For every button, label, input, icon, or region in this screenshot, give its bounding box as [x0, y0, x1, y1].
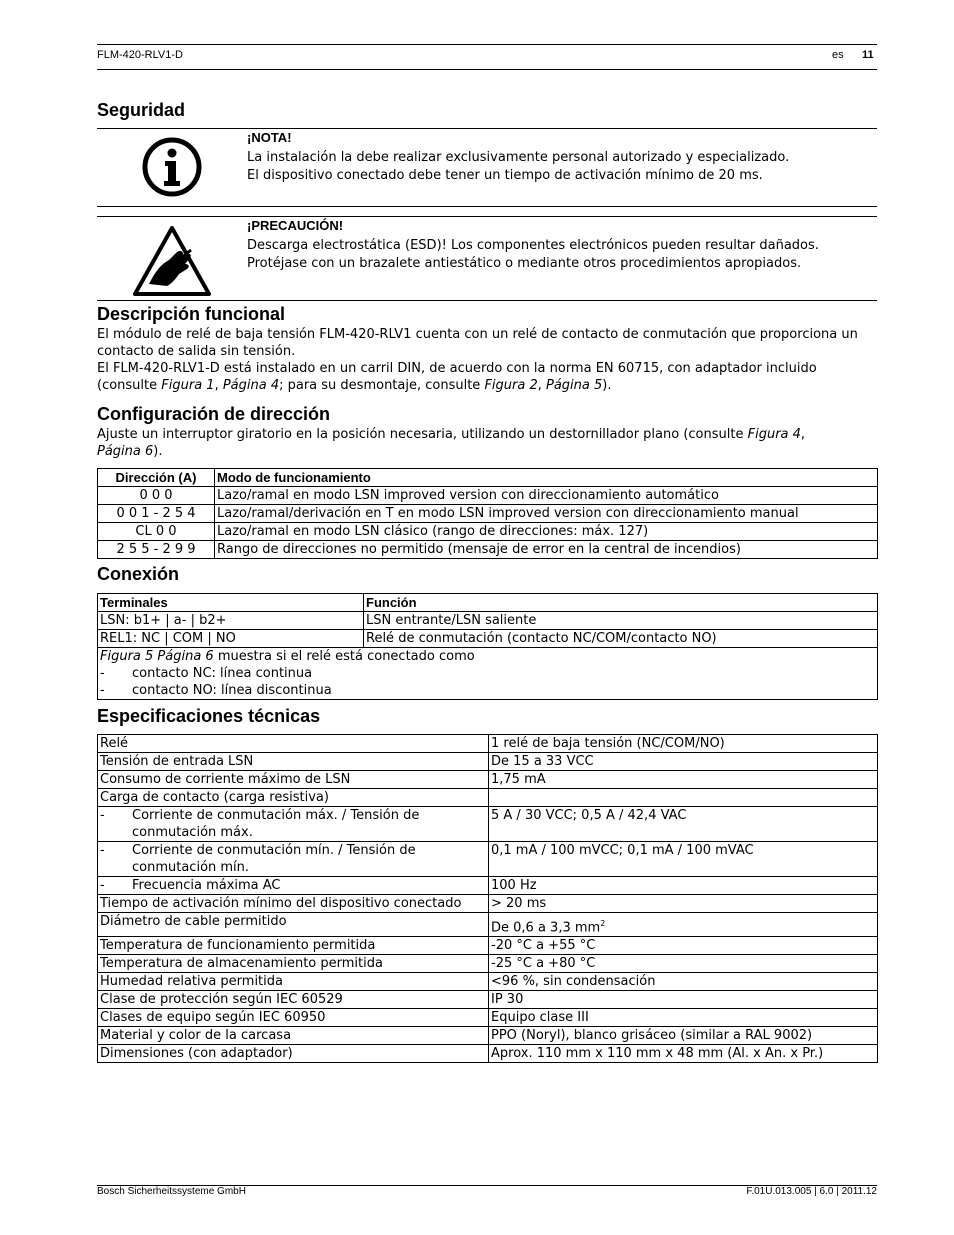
table-row: - Corriente de conmutación mín. / Tensión de conmutación mín. 0,1 mA / 100 mVCC; 0,1 mA / 100 mVAC — [98, 842, 878, 877]
table-row: CL 0 0 Lazo/ramal en modo LSN clásico (rango de direcciones: máx. 127) — [98, 523, 878, 541]
figure-ref[interactable]: Figura 1 — [161, 378, 215, 393]
security-heading: Seguridad — [97, 100, 186, 120]
mode-col-header: Modo de funcionamiento — [215, 469, 878, 487]
description-line-3: El FLM-420-RLV1-D está instalado en un carril DIN, de acuerdo con la norma EN 60715, con adaptador incluido — [97, 361, 817, 376]
table-row — [98, 648, 878, 700]
specs-heading: Especificaciones técnicas — [97, 706, 321, 726]
caution-line-2: Protéjase con un brazalete antiestático o mediante otros procedimientos apropiados. — [247, 256, 802, 271]
description-line-2: contacto de salida sin tensión. — [97, 344, 296, 359]
address-heading: Configuración de dirección — [97, 404, 331, 424]
table-row: 2 5 5 - 2 9 9 Rango de direcciones no permitido (mensaje de error en la central de incendios) — [98, 541, 878, 559]
language-code: es — [832, 49, 844, 61]
description-text — [97, 326, 877, 394]
table-row: Diámetro de cable permitido De 0,6 a 3,3 $mm^2$ — [98, 913, 878, 937]
description-heading: Descripción funcional — [97, 304, 286, 324]
note-line-2: El dispositivo conectado debe tener un tiempo de activación mínimo de 20 ms. — [247, 168, 763, 183]
table-row: Clase de protección según IEC 60529 IP 30 — [98, 991, 878, 1009]
table-row: Tensión de entrada LSN De 15 a 33 VCC — [98, 753, 878, 771]
page-ref[interactable]: Página 6 — [97, 444, 154, 459]
connection-heading: Conexión — [97, 564, 180, 584]
address-text — [97, 426, 877, 460]
note-title: ¡NOTA! — [247, 130, 292, 145]
specs-table — [97, 734, 878, 1063]
caution-bottom-rule — [97, 300, 877, 301]
caution-line-1: Descarga electrostática (ESD)! Los componentes electrónicos pueden resultar dañados. — [247, 238, 819, 253]
page-ref[interactable]: Página 4 — [222, 378, 280, 393]
table-row: Clases de equipo según IEC 60950 Equipo clase III — [98, 1009, 878, 1027]
figure-ref[interactable]: Figura 2 — [484, 378, 538, 393]
address-col-header: Dirección (A) — [98, 469, 215, 487]
page-ref[interactable]: Página 5 — [546, 378, 603, 393]
table-row: 0 0 0 Lazo/ramal en modo LSN improved version con direccionamiento automático — [98, 487, 878, 505]
table-row: REL1: NC | COM | NO Relé de conmutación (contacto NC/COM/contacto NO) — [98, 630, 878, 648]
footer-company: Bosch Sicherheitssysteme GmbH — [97, 1186, 246, 1197]
footer-doc-ref: F.01U.013.005 | 6.0 | 2011.12 — [746, 1186, 877, 1197]
connection-table — [97, 593, 878, 700]
table-row: Consumo de corriente máximo de LSN 1,75 mA — [98, 771, 878, 789]
table-row: Tiempo de activación mínimo del dispositivo conectado > 20 ms — [98, 895, 878, 913]
terminals-col-header: Terminales — [98, 594, 364, 612]
header-top-rule — [97, 44, 877, 45]
table-row: Temperatura de funcionamiento permitida -20 °C a +55 °C — [98, 937, 878, 955]
description-line-4: (consulte Figura 1, Página 4; para su desmontaje, consulte Figura 2, Página 5). — [97, 378, 612, 393]
table-row: Temperatura de almacenamiento permitida -25 °C a +80 °C — [98, 955, 878, 973]
table-row: Relé 1 relé de baja tensión (NC/COM/NO) — [98, 735, 878, 753]
note-box — [97, 128, 877, 208]
note-bottom-rule — [97, 206, 877, 207]
function-col-header: Función — [364, 594, 878, 612]
table-row: Dimensiones (con adaptador) Aprox. 110 mm x 110 mm x 48 mm (Al. x An. x Pr.) — [98, 1045, 878, 1063]
table-row: Material y color de la carcasa PPO (Noryl), blanco grisáceo (similar a RAL 9002) — [98, 1027, 878, 1045]
table-row: - Corriente de conmutación máx. / Tensión de conmutación máx. 5 A / 30 VCC; 0,5 A / 42,4 VAC — [98, 807, 878, 842]
page-number: 11 — [862, 49, 874, 61]
caution-title: ¡PRECAUCIÓN! — [247, 218, 344, 233]
esd-warning-icon — [131, 224, 213, 302]
address-table — [97, 468, 878, 559]
caution-box — [97, 216, 877, 301]
table-row: 0 0 1 - 2 5 4 Lazo/ramal/derivación en T en modo LSN improved version con direccionamiento manual — [98, 505, 878, 523]
table-row: LSN: b1+ | a- | b2+ LSN entrante/LSN saliente — [98, 612, 878, 630]
address-line-2: Página 6). — [97, 444, 163, 459]
table-row: Humedad relativa permitida <96 %, sin condensación — [98, 973, 878, 991]
description-line-1: El módulo de relé de baja tensión FLM-420-RLV1 cuenta con un relé de contacto de conmutación que proporciona un — [97, 327, 858, 342]
note-line-1: La instalación la debe realizar exclusivamente personal autorizado y especializado. — [247, 150, 790, 165]
figure-ref[interactable]: Figura 4 — [747, 427, 801, 442]
figure-ref[interactable]: Figura 5 Página 6 — [100, 649, 214, 664]
connection-note: Figura 5 Página 6 muestra si el relé está conectado como - contacto NC: línea continua - contacto NO: línea discontinua — [98, 648, 878, 700]
header-bottom-rule — [97, 69, 877, 70]
address-line-1: Ajuste un interruptor giratorio en la posición necesaria, utilizando un destornillador plano (consulte Figura 4, — [97, 427, 806, 442]
table-row: - Frecuencia máxima AC 100 Hz — [98, 877, 878, 895]
doc-id: FLM-420-RLV1-D — [97, 49, 183, 61]
table-row: Carga de contacto (carga resistiva) — [98, 789, 878, 807]
info-icon — [141, 136, 203, 202]
